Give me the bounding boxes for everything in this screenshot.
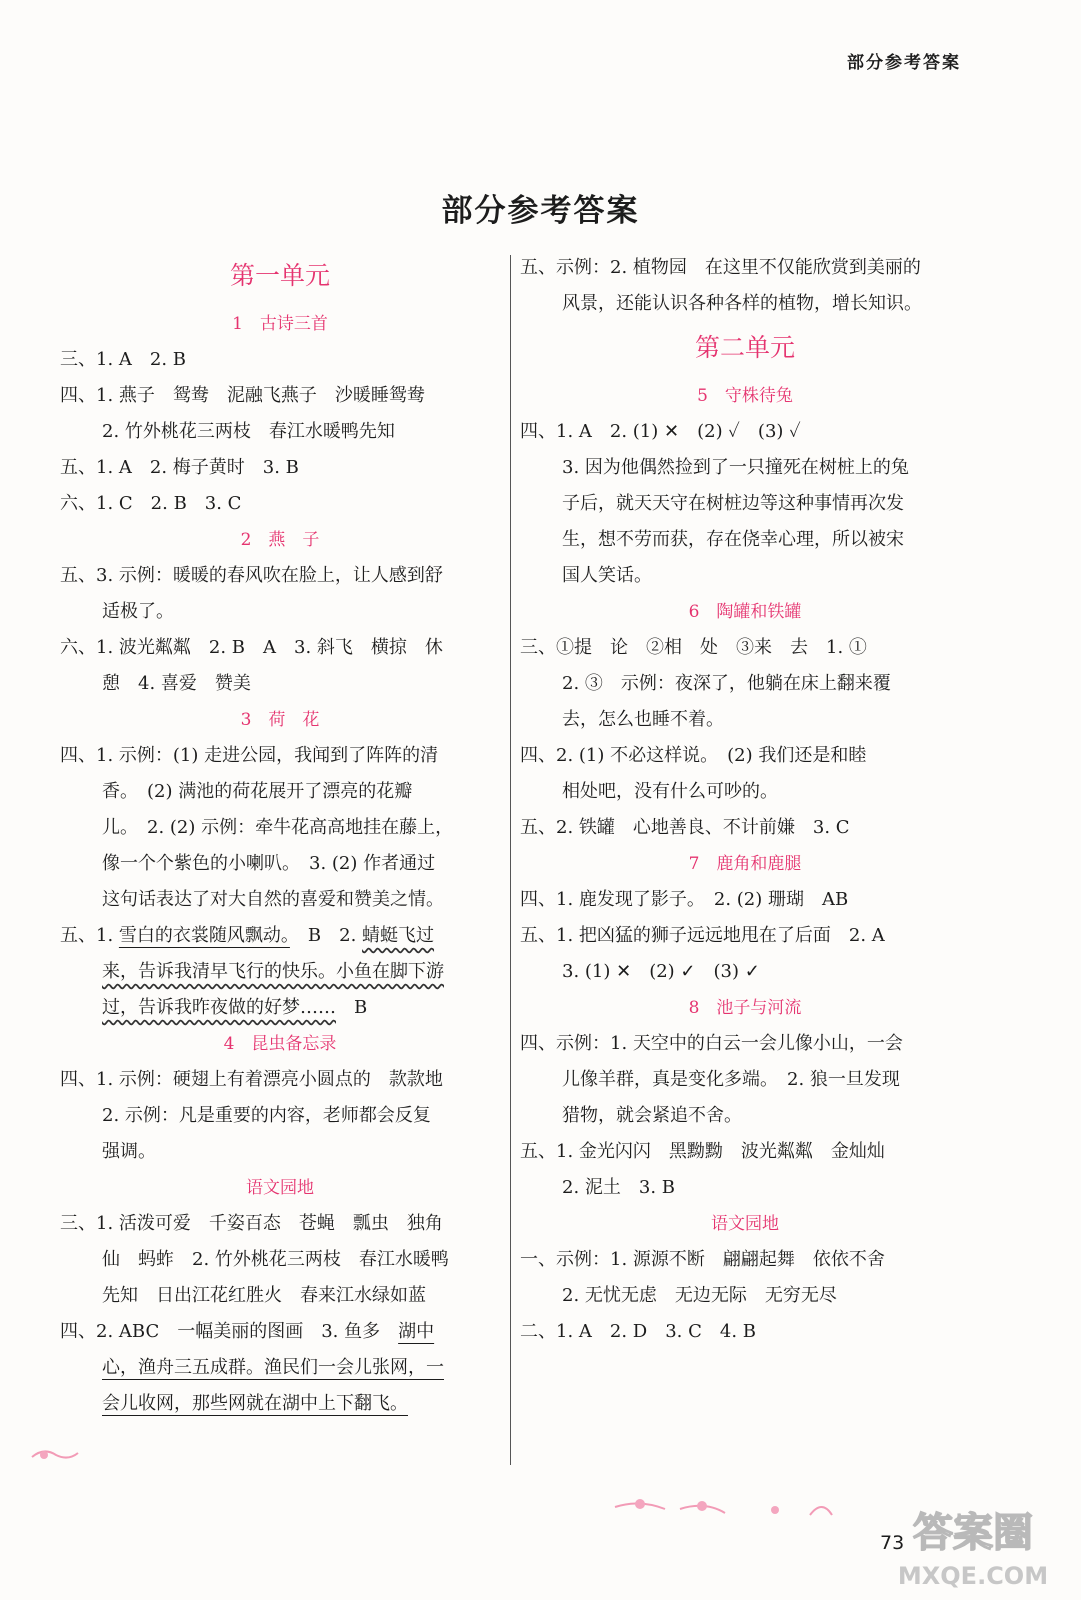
answer-line: 六、1. C 2. B 3. C: [60, 493, 242, 514]
answer-line: 五、示例：2. 植物园 在这里不仅能欣赏到美丽的: [520, 257, 921, 278]
answer-line: 生，想不劳而获，存在侥幸心理，所以被宋: [562, 529, 904, 550]
answer-line: 四、1. A 2. (1) ✕ (2) ✓ (3) ✓: [520, 421, 801, 442]
answer-line: [60, 954, 500, 990]
answer-line: 像一个个紫色的小喇叭。 3. (2) 作者通过: [102, 853, 436, 874]
answer-line: 风景，还能认识各种各样的植物，增长知识。: [562, 293, 922, 314]
answer-line: 强调。: [102, 1141, 156, 1162]
answer-line: 五、2. 铁罐 心地善良、不计前嫌 3. C: [520, 817, 850, 838]
watermark-logo-text: 答案圈: [913, 1510, 1033, 1556]
answer-line: 五、3. 示例：暖暖的春风吹在脸上，让人感到舒: [60, 565, 443, 586]
underlined-text: 心，渔舟三五成群。渔民们一会儿张网，一: [102, 1357, 444, 1378]
answer-line: 2. 无忧无虑 无边无际 无穷无尽: [562, 1285, 837, 1306]
page-title: 部分参考答案: [441, 193, 640, 229]
answer-line: 这句话表达了对大自然的喜爱和赞美之情。: [102, 889, 444, 910]
lesson-title: 4 昆虫备忘录: [223, 1034, 337, 1054]
answer-line: 一、示例：1. 源源不断 翩翩起舞 依依不舍: [520, 1249, 885, 1270]
answer-text: 五、1.: [60, 925, 119, 946]
answer-line: 猎物，就会紧追不舍。: [562, 1105, 742, 1126]
answer-line: 三、①提 论 ②相 处 ③来 去 1. ①: [520, 637, 867, 658]
answer-line: 3. (1) ✕ (2) ✓ (3) ✓: [562, 961, 760, 982]
answer-line: 3. 因为他偶然捡到了一只撞死在树桩上的兔: [562, 457, 909, 478]
answer-line: 四、示例：1. 天空中的白云一会儿像小山，一会: [520, 1033, 903, 1054]
watermark-url: MXQE.COM: [897, 1562, 1049, 1590]
answer-line: 六、1. 波光粼粼 2. B A 3. 斜飞 横掠 休: [60, 637, 443, 658]
underlined-text: 雪白的衣裳随风飘动。: [118, 925, 290, 946]
answer-line: 五、1. 金光闪闪 黑黝黝 波光粼粼 金灿灿: [520, 1141, 885, 1162]
answer-line: 儿。 2. (2) 示例：牵牛花高高地挂在藤上，: [102, 817, 454, 838]
answer-line: [60, 1314, 500, 1350]
left-column: [60, 250, 500, 1422]
answer-line: 四、1. 鹿发现了影子。 2. (2) 珊瑚 AB: [520, 889, 849, 910]
flower-decoration-icon: [610, 1495, 840, 1525]
answer-line: 五、1. 把凶猛的狮子远远地甩在了后面 2. A: [520, 925, 885, 946]
watermark-logo-icon: [883, 1498, 1063, 1593]
answer-line: 2. 竹外桃花三两枝 春江水暖鸭先知: [102, 421, 395, 442]
answer-text: 四、2. ABC 一幅美丽的图画 3. 鱼多: [60, 1321, 399, 1342]
answer-line: 三、1. A 2. B: [60, 349, 187, 370]
lesson-title: 3 荷 花: [240, 710, 320, 730]
answer-line: 四、1. 示例：硬翅上有着漂亮小圆点的 款款地: [60, 1069, 443, 1090]
answer-line: 2. ③ 示例：夜深了，他躺在床上翻来覆: [562, 673, 891, 694]
answer-line: 去，怎么也睡不着。: [562, 709, 724, 730]
lesson-title: 语文园地: [711, 1214, 779, 1234]
underlined-text: 湖中: [398, 1321, 435, 1342]
right-column: [520, 250, 970, 1350]
running-header: 部分参考答案: [847, 53, 961, 73]
answer-line: 三、1. 活泼可爱 千姿百态 苍蝇 瓢虫 独角: [60, 1213, 443, 1234]
answer-line: 适极了。: [102, 601, 174, 622]
column-divider: [510, 255, 511, 1465]
answer-line: 先知 日出江花红胜火 春来江水绿如蓝: [102, 1285, 426, 1306]
answer-line: 香。 (2) 满池的荷花展开了漂亮的花瓣: [102, 781, 413, 802]
answer-line: 相处吧，没有什么可吵的。: [562, 781, 778, 802]
unit-title: 第二单元: [694, 333, 795, 362]
wavy-underlined-text: 来，告诉我清早飞行的快乐。小鱼在脚下游: [102, 961, 444, 982]
answer-line: 国人笑话。: [562, 565, 652, 586]
lesson-title: 语文园地: [246, 1178, 314, 1198]
lesson-title: 8 池子与河流: [688, 998, 802, 1018]
lesson-title: 5 守株待兔: [697, 386, 793, 406]
answer-line: [60, 1386, 500, 1422]
underlined-text: 会儿收网，那些网就在湖中上下翻飞。: [102, 1393, 408, 1414]
answer-line: 五、1. A 2. 梅子黄时 3. B: [60, 457, 299, 478]
flower-decoration-icon: [30, 1445, 80, 1465]
answer-line: 仙 蚂蚱 2. 竹外桃花三两枝 春江水暖鸭: [102, 1249, 449, 1270]
answer-line: 四、2. (1) 不必这样说。 (2) 我们还是和睦: [520, 745, 867, 766]
answer-line: 二、1. A 2. D 3. C 4. B: [520, 1321, 757, 1342]
wavy-underlined-text: 过，告诉我昨夜做的好梦……: [102, 997, 336, 1018]
answer-line: 儿像羊群，真是变化多端。 2. 狼一旦发现: [562, 1069, 900, 1090]
answer-line: [60, 918, 500, 954]
answer-line: 子后，就天天守在树桩边等这种事情再次发: [562, 493, 904, 514]
wavy-underlined-text: 蜻蜓飞过: [362, 925, 435, 946]
answer-line: 四、1. 燕子 鸳鸯 泥融飞燕子 沙暖睡鸳鸯: [60, 385, 425, 406]
answer-line: [60, 990, 500, 1026]
lesson-title: 6 陶罐和铁罐: [688, 602, 802, 622]
unit-title: 第一单元: [229, 261, 330, 290]
answer-line: 四、1. 示例：(1) 走进公园，我闻到了阵阵的清: [60, 745, 439, 766]
answer-line: [60, 1350, 500, 1386]
lesson-title: 1 古诗三首: [232, 314, 328, 334]
answer-text: B: [336, 997, 368, 1018]
page-number: 73: [880, 1532, 905, 1554]
answer-line: 憩 4. 喜爱 赞美: [102, 673, 251, 694]
lesson-title: 2 燕 子: [240, 530, 320, 550]
answer-line: 2. 示例：凡是重要的内容，老师都会反复: [102, 1105, 431, 1126]
answer-text: B 2.: [289, 925, 363, 946]
answer-line: 2. 泥土 3. B: [562, 1177, 676, 1198]
lesson-title: 7 鹿角和鹿腿: [688, 854, 802, 874]
